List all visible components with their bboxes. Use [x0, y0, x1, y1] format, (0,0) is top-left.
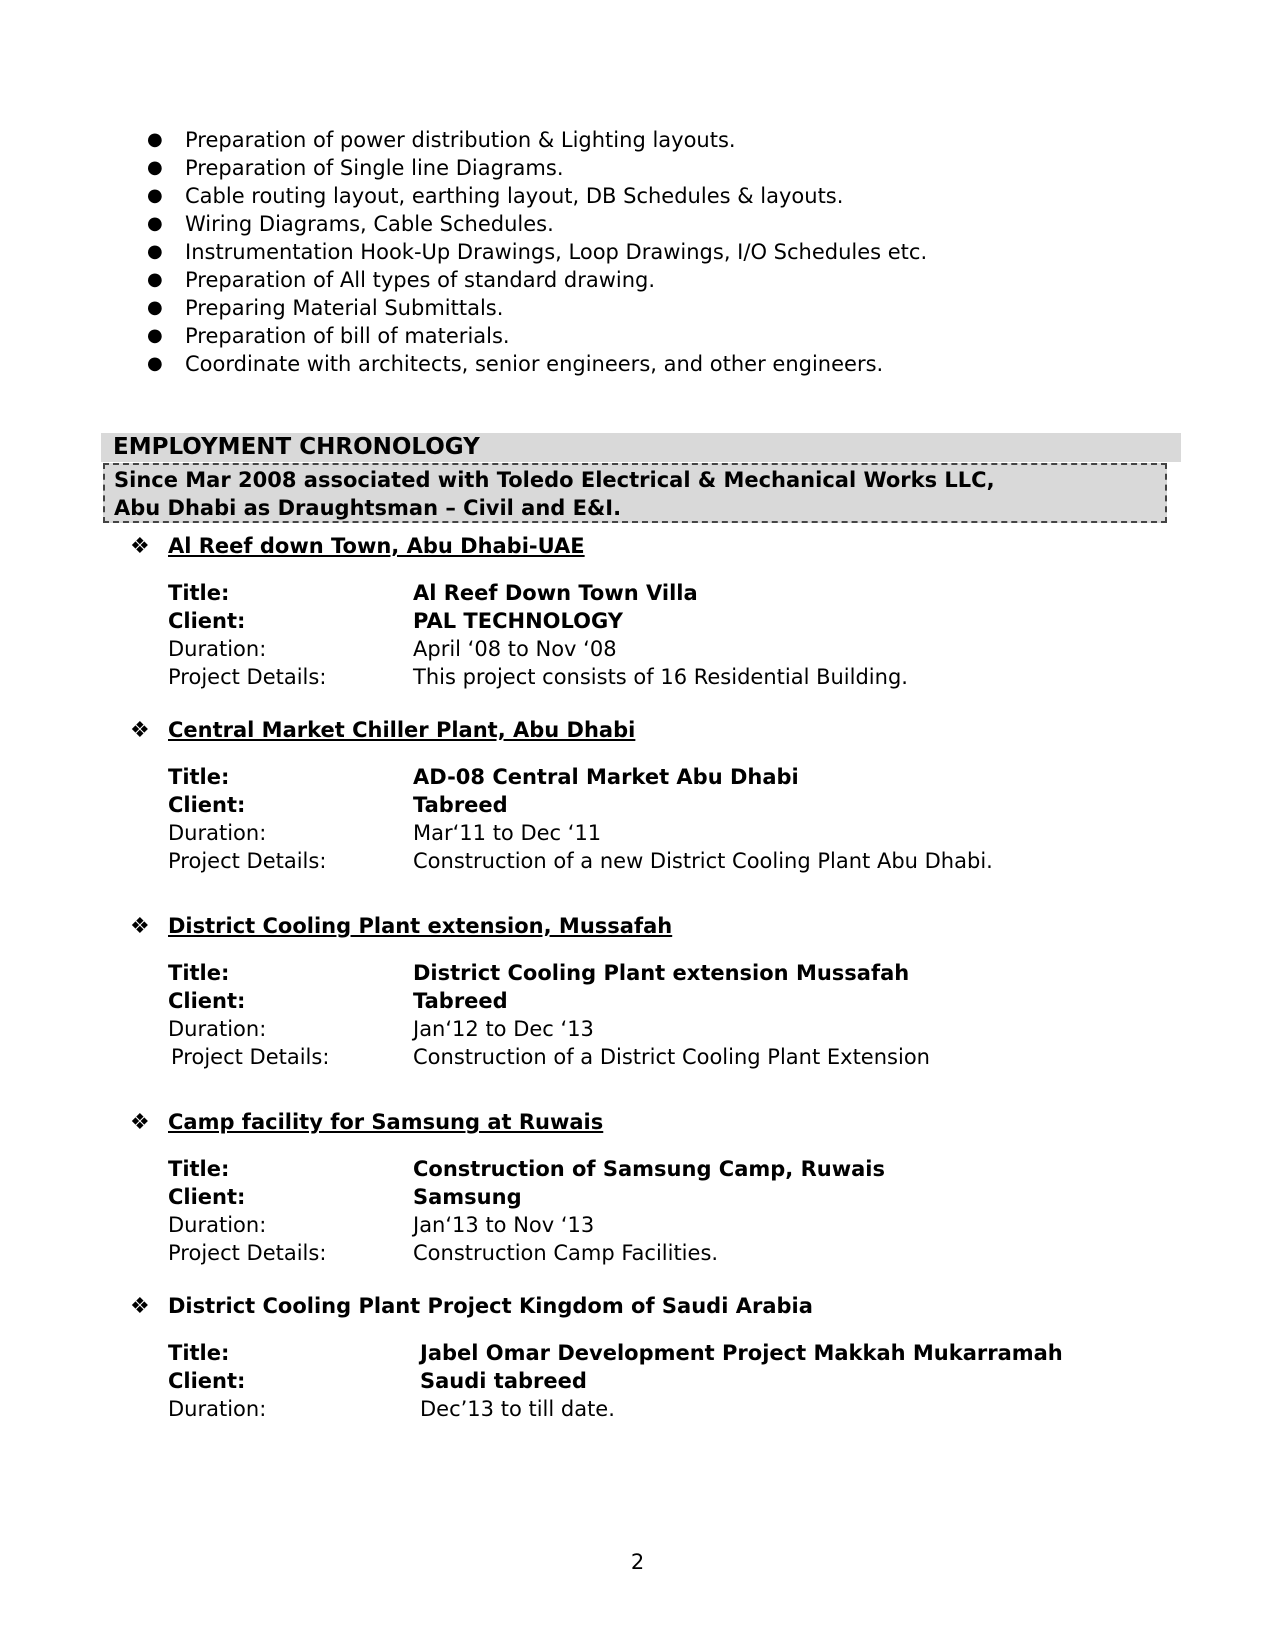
- project-row-duration: Duration: Dec’13 to till date.: [168, 1397, 615, 1421]
- project-row-title: Title: Jabel Omar Development Project Makkah Mukarramah: [168, 1341, 1063, 1365]
- project-row-client: Client: Tabreed: [168, 989, 508, 1013]
- diamond-bullet-icon: ❖: [130, 1110, 150, 1135]
- diamond-bullet-icon: ❖: [130, 534, 150, 559]
- bullet-icon: ●: [147, 269, 163, 290]
- diamond-bullet-icon: ❖: [130, 718, 150, 743]
- project-entry: [130, 716, 993, 875]
- page-number: 2: [630, 1550, 645, 1574]
- list-item: ● Wiring Diagrams, Cable Schedules.: [147, 212, 554, 236]
- responsibilities-list: [147, 126, 927, 378]
- project-details: [130, 1339, 1063, 1423]
- bullet-icon: ●: [147, 353, 163, 374]
- bullet-icon: ●: [147, 325, 163, 346]
- project-name: District Cooling Plant extension, Mussafah: [168, 914, 673, 938]
- project-row-details: Project Details: Construction of a new District Cooling Plant Abu Dhabi.: [168, 849, 993, 873]
- list-item: ● Preparation of All types of standard drawing.: [147, 268, 656, 292]
- project-row-client: Client: PAL TECHNOLOGY: [168, 609, 623, 633]
- project-row-duration: Duration: Jan‘13 to Nov ‘13: [168, 1213, 595, 1237]
- project-name: Al Reef down Town, Abu Dhabi-UAE: [168, 534, 585, 558]
- employment-summary-line: Since Mar 2008 associated with Toledo Electrical & Mechanical Works LLC,: [114, 468, 995, 492]
- project-entry: [130, 532, 908, 691]
- project-row-duration: Duration: Jan‘12 to Dec ‘13: [168, 1017, 594, 1041]
- employment-summary-box: [103, 463, 1167, 523]
- diamond-bullet-icon: ❖: [130, 914, 150, 939]
- project-row-title: Title: Al Reef Down Town Villa: [168, 581, 698, 605]
- project-row-client: Client: Samsung: [168, 1185, 522, 1209]
- project-row-title: Title: AD-08 Central Market Abu Dhabi: [168, 765, 799, 789]
- project-row-client: Client: Saudi tabreed: [168, 1369, 587, 1393]
- project-details: [130, 1155, 885, 1267]
- project-name: Central Market Chiller Plant, Abu Dhabi: [168, 718, 636, 742]
- project-row-details: Project Details: This project consists of 16 Residential Building.: [168, 665, 908, 689]
- employment-summary-line: Abu Dhabi as Draughtsman – Civil and E&I.: [114, 496, 622, 520]
- project-details: [130, 579, 908, 691]
- project-row-client: Client: Tabreed: [168, 793, 508, 817]
- project-entry: [130, 1292, 1063, 1423]
- project-row-duration: Duration: April ‘08 to Nov ‘08: [168, 637, 617, 661]
- list-item: ● Coordinate with architects, senior engineers, and other engineers.: [147, 352, 884, 376]
- list-item: ● Preparation of bill of materials.: [147, 324, 510, 348]
- project-entry: [130, 912, 930, 1071]
- project-name: Camp facility for Samsung at Ruwais: [168, 1110, 604, 1134]
- bullet-icon: ●: [147, 157, 163, 178]
- list-item: ● Instrumentation Hook-Up Drawings, Loop Drawings, I/O Schedules etc.: [147, 240, 928, 264]
- list-item: ● Preparation of Single line Diagrams.: [147, 156, 564, 180]
- bullet-icon: ●: [147, 129, 163, 150]
- bullet-icon: ●: [147, 213, 163, 234]
- project-name: District Cooling Plant Project Kingdom of Saudi Arabia: [168, 1294, 813, 1318]
- project-row-title: Title: Construction of Samsung Camp, Ruwais: [168, 1157, 885, 1181]
- project-details: [130, 763, 993, 875]
- project-row-duration: Duration: Mar‘11 to Dec ‘11: [168, 821, 602, 845]
- project-details: [130, 959, 930, 1071]
- project-row-details: Project Details: Construction of a District Cooling Plant Extension: [171, 1045, 930, 1069]
- project-heading: [130, 716, 635, 745]
- project-row-details: Project Details: Construction Camp Facilities.: [168, 1241, 719, 1265]
- section-heading: EMPLOYMENT CHRONOLOGY: [101, 433, 1181, 462]
- bullet-icon: ●: [147, 185, 163, 206]
- project-heading: [130, 912, 672, 941]
- list-item: ● Preparing Material Submittals.: [147, 296, 504, 320]
- bullet-icon: ●: [147, 297, 163, 318]
- list-item: ● Cable routing layout, earthing layout, DB Schedules & layouts.: [147, 184, 844, 208]
- project-entry: [130, 1108, 885, 1267]
- diamond-bullet-icon: ❖: [130, 1294, 150, 1319]
- project-heading: [130, 532, 585, 561]
- project-heading: [130, 1108, 603, 1137]
- project-heading: [130, 1292, 813, 1321]
- project-row-title: Title: District Cooling Plant extension Mussafah: [168, 961, 910, 985]
- list-item: ● Preparation of power distribution & Lighting layouts.: [147, 128, 736, 152]
- bullet-icon: ●: [147, 241, 163, 262]
